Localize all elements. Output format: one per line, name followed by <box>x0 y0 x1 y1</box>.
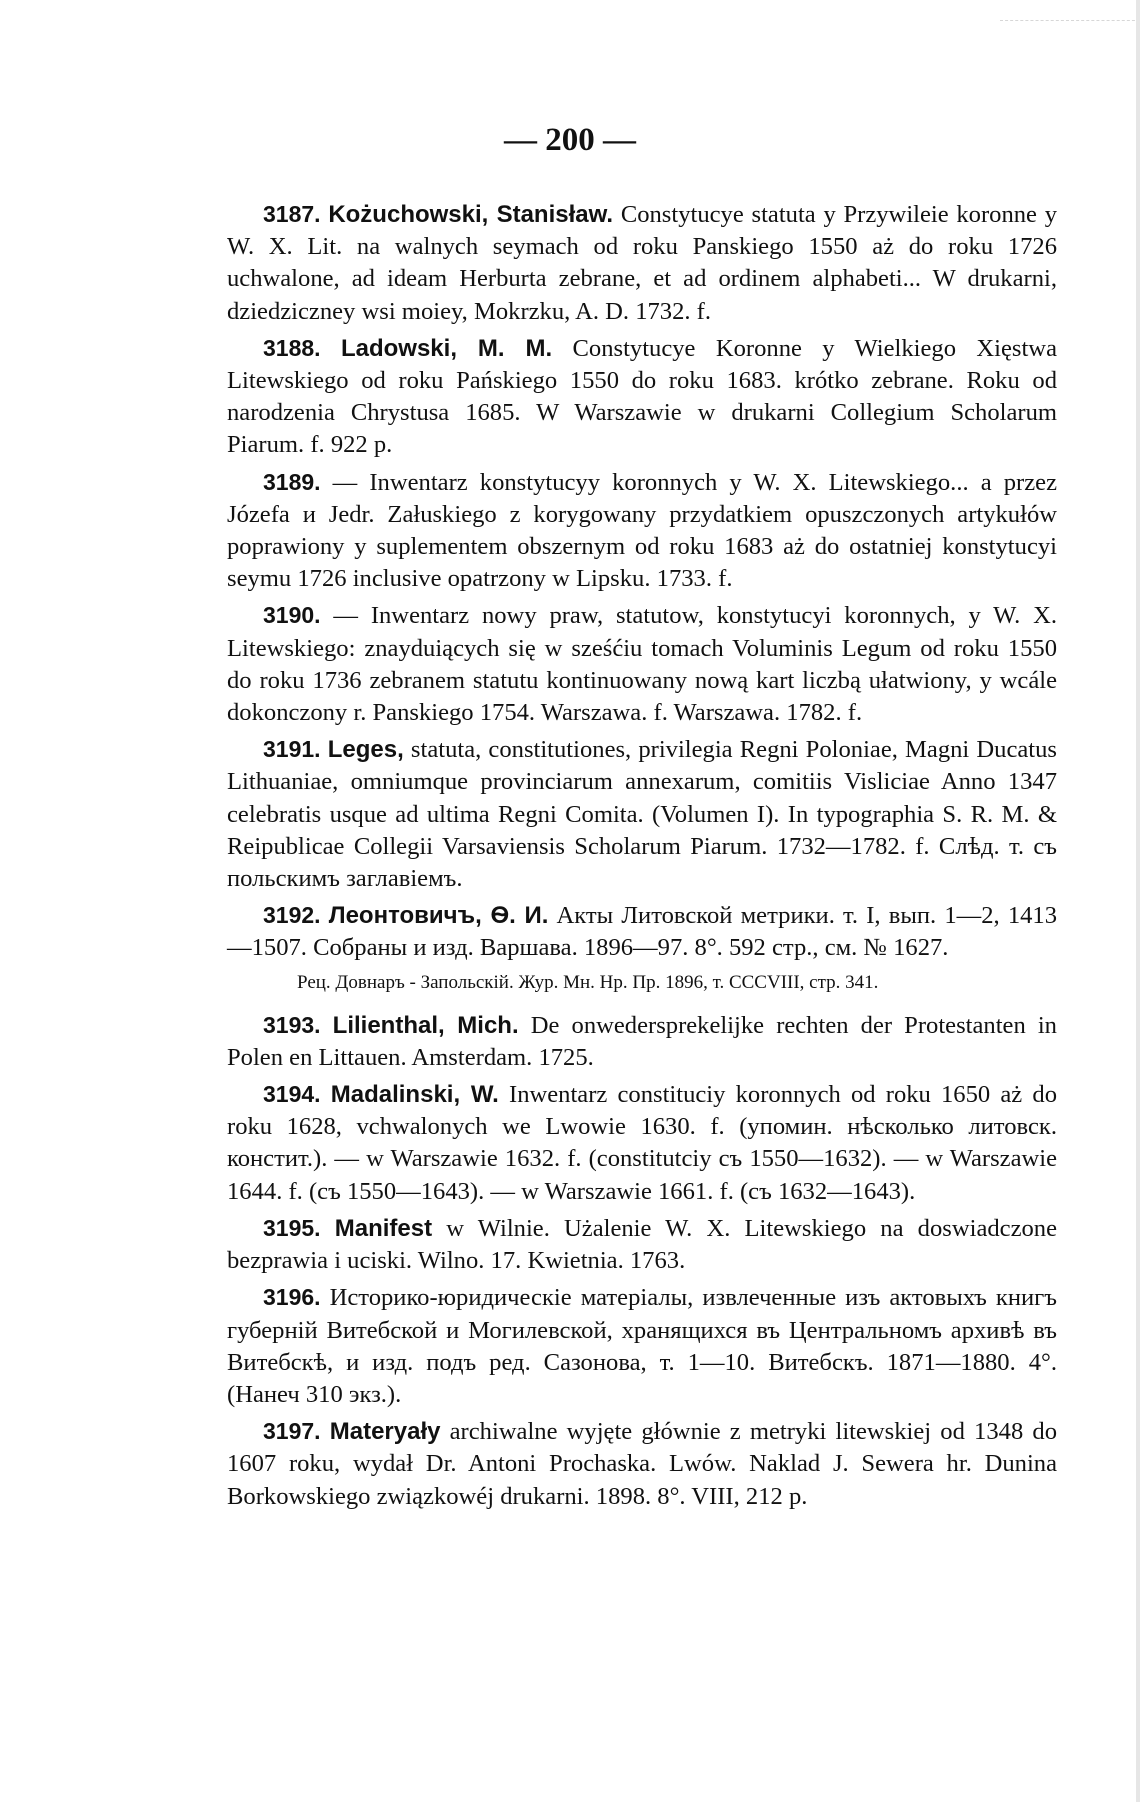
entry-number: 3192. <box>263 902 321 929</box>
entry-author: Lilienthal, Mich. <box>332 1011 519 1039</box>
entry-number: 3197. <box>263 1418 321 1445</box>
entry-text: w Wilnie. Użalenie W. X. Litewskiego na doswiadczone bezprawia i uciski. Wilno. 17. Kwietnia. 1763. <box>227 1214 1057 1275</box>
entry-3190 <box>227 599 1057 729</box>
entry-number: 3189. <box>263 468 321 495</box>
entry-text: De onwedersprekelijke rechten der Protestanten in Polen en Littauen. Amsterdam. 1725. <box>227 1011 1057 1071</box>
entry-author: Kożuchowski, Stanisław. <box>328 201 614 228</box>
entry-text: Акты Литовской метрики. т. I, вып. 1—2, 1413—1507. Собраны и изд. Варшава. 1896—97. 8°. 592 стр., см. № 1627. <box>227 902 1058 962</box>
review-note: Рец. Довнаръ - Запольскій. Жур. Мн. Нр. Пр. 1896, т. CCCVIII, стр. 341. <box>297 971 879 993</box>
entry-3189 <box>227 466 1057 596</box>
entry-author: Manifest <box>334 1214 433 1242</box>
entry-author: Ladowski, M. M. <box>340 334 553 362</box>
entry-number: 3188. <box>263 334 321 361</box>
entry-3192 <box>227 899 1057 964</box>
entry-3197 <box>227 1415 1057 1513</box>
entry-3194 <box>227 1078 1057 1208</box>
entry-text: Историко-юридическіе матеріалы, извлеченные изъ актовыхъ книгъ губерній Витебской и Могилевской, хранящихся въ Центральномъ архивѣ въ Витебскѣ, и изд. подъ ред. Сазонова, т. 1—10. Витебскъ. 1871—1880. 4°. (Нанеч 310 экз.). <box>227 1284 1057 1408</box>
entry-number: 3196. <box>263 1284 321 1311</box>
entry-number: 3194. <box>263 1081 321 1108</box>
entry-number: 3191. <box>263 736 321 763</box>
entry-author: Madalinski, W. <box>330 1081 499 1109</box>
page-number: — 200 — <box>504 122 636 158</box>
entry-text: Constytucye Koronne y Wielkiego Xięstwa Litewskiego od roku Pańskiego 1550 do roku 1683. krótko zebrane. Roku od narodzenia Chrystusa 1685. W Warszawie w drukarni Collegium Scholarum Piarum. f. 922 p. <box>227 334 1057 459</box>
bibliography-entries <box>227 198 1057 1517</box>
entry-3187 <box>227 198 1057 328</box>
entry-author: Materyały <box>329 1418 441 1446</box>
entry-text: — Inwentarz nowy praw, statutow, konstytucyi koronnych, y W. X. Litewskiego: znayduiących się w sześćiu tomach Voluminis Legum od roku 1550 do roku 1736 zebranem statutu kontinuowany nową kart liczbą ułatwiony, y wcále dokonczony r. Panskiego 1754. Warszawa. f. Warszawa. 1782. f. <box>227 602 1057 727</box>
entry-number: 3187. <box>263 201 321 227</box>
entry-3191 <box>227 733 1057 895</box>
entry-text: Inwentarz constituciy koronnych od roku 1650 aż do roku 1628, vchwalonych we Lwowie 1630. f. (упомин. нѣсколько литовск. констит.). — w Warszawie 1632. f. (constitutciy съ 1550—1632). — w Warszawie 1644. f. (съ 1550—1643). — w Warszawie 1661. f. (съ 1632—1643). <box>227 1081 1057 1205</box>
entry-number: 3195. <box>263 1214 321 1241</box>
edge-rule <box>1136 0 1140 1802</box>
entry-text: Constytucye statuta y Przywileie koronne y W. X. Lit. na walnych seymach od roku Panskiego 1550 aż do roku 1726 uchwalone, ad ideam Herburta zebrane, et ad ordinem alphabeti... W drukarni, dziedziczney wsi moiey, Mokrzku, A. D. 1732. f. <box>227 201 1058 325</box>
entry-text: statuta, constitutiones, privilegia Regni Poloniae, Magni Ducatus Lithuaniae, omniumque provinciarum annexarum, comitiis Visliciae Anno 1347 celebratis usque ad ultima Regni Comita. (Volumen I). In typographia S. R. M. & Reipublicae Collegii Varsaviensis Scholarum Piarum. 1732—1782. f. Слѣд. т. съ польскимъ заглавіемъ. <box>227 736 1057 893</box>
entry-author: Леонтовичъ, Ѳ. И. <box>328 902 549 930</box>
entry-number: 3190. <box>263 602 321 629</box>
entry-3193 <box>227 1009 1057 1074</box>
entry-author: Leges, <box>327 736 404 764</box>
corner-mark <box>1000 0 1140 21</box>
entry-3195 <box>227 1212 1057 1277</box>
entry-3188 <box>227 332 1057 462</box>
entry-text: — Inwentarz konstytucyy koronnych y W. X. Litewskiego... a przez Józefa и Jedr. Załuskiego z korygowany przydatkiem opuszczonych artykułów poprawiony y suplementem obszernym od roku 1683 aż do ostatniej konstytucyi seymu 1726 inclusive opatrzony w Lipsku. 1733. f. <box>227 468 1057 593</box>
entry-3196 <box>227 1281 1057 1411</box>
entry-text: archiwalne wyjęte głównie z metryki litewskiej od 1348 do 1607 roku, wydał Dr. Antoni Prochaska. Lwów. Naklad J. Sewera hr. Dunina Borkowskiego związkowéj drukarni. 1898. 8°. VIII, 212 p. <box>227 1418 1057 1510</box>
entry-number: 3193. <box>263 1011 321 1038</box>
